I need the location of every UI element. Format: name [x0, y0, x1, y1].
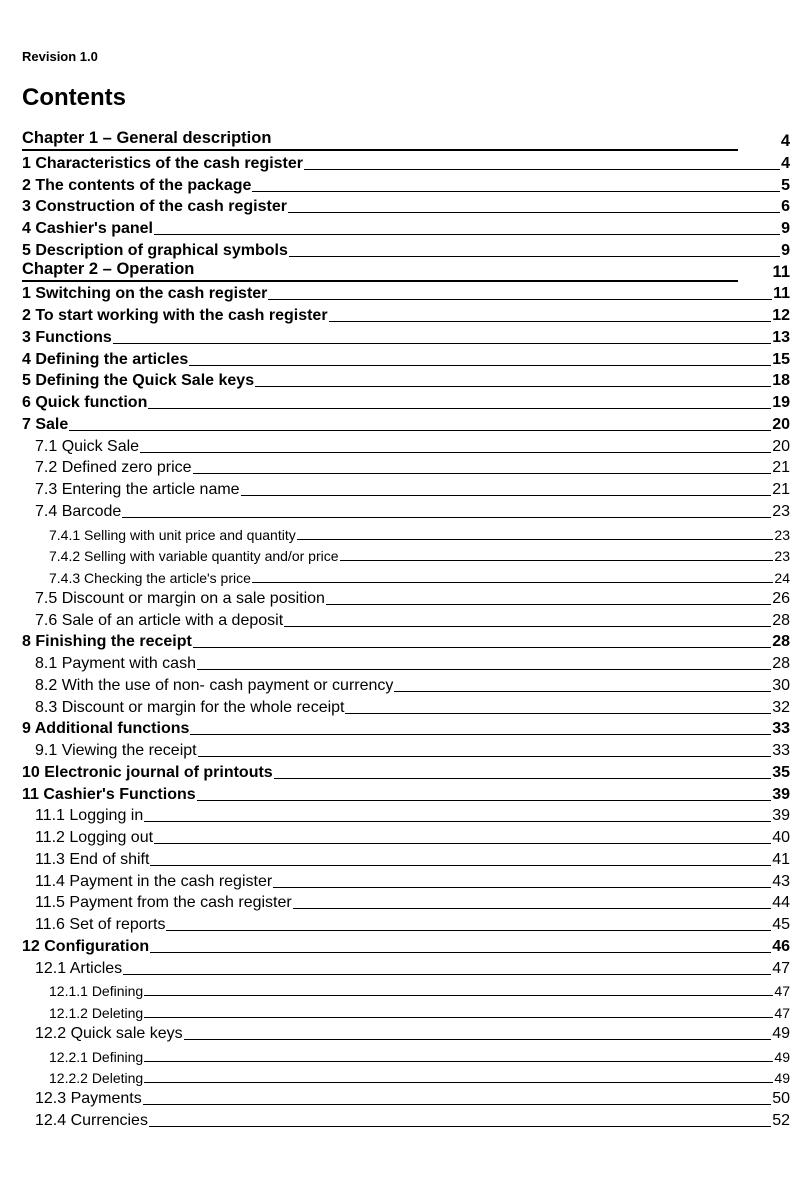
toc-entry-title: 4 Defining the articles: [22, 350, 189, 368]
toc-page-number: 28: [772, 655, 790, 672]
toc-page-number: 40: [772, 829, 790, 846]
toc-entry[interactable]: [22, 805, 790, 825]
toc-leader-line: [189, 365, 771, 366]
toc-leader-line: [284, 626, 771, 627]
toc-entry-title: 8.3 Discount or margin for the whole receipt: [35, 698, 345, 716]
toc-entry[interactable]: [22, 849, 790, 869]
toc-entry[interactable]: [22, 631, 790, 651]
toc-page-number: 24: [774, 570, 790, 586]
toc-page-number: 23: [774, 548, 790, 565]
toc-leader-line: [148, 408, 771, 409]
toc-entry[interactable]: [22, 283, 790, 303]
toc-entry-title: 11.5 Payment from the cash register: [35, 894, 292, 912]
toc-page-number: 49: [772, 1024, 790, 1042]
toc-leader-line: [293, 908, 771, 909]
toc-entry-title: 10 Electronic journal of printouts: [22, 763, 273, 781]
toc-entry-title: 7.2 Defined zero price: [35, 459, 192, 477]
toc-page-number: 39: [772, 785, 790, 803]
toc-entry[interactable]: [22, 457, 790, 477]
toc-page-number: 41: [772, 850, 790, 868]
toc-entry-title: 12 Configuration: [22, 937, 150, 955]
toc-entry-title: 11.6 Set of reports: [35, 916, 166, 933]
toc-entry-title: 12.3 Payments: [35, 1090, 142, 1107]
toc-entry-title: 6 Quick function: [22, 394, 148, 411]
toc-entry[interactable]: [22, 827, 790, 847]
toc-leader-line: [193, 647, 771, 648]
toc-entry[interactable]: [22, 979, 790, 999]
toc-page-number: 11: [773, 285, 790, 303]
toc-entry-title: 12.2.1 Defining: [49, 1048, 144, 1065]
toc-page-number: 47: [772, 959, 790, 977]
toc-leader-line: [255, 386, 771, 387]
toc-entry[interactable]: [22, 370, 790, 390]
toc-entry[interactable]: [22, 327, 790, 347]
toc-entry-title: 12.4 Currencies: [35, 1111, 148, 1129]
toc-leader-line: [274, 778, 772, 779]
toc-page-number: 47: [774, 983, 790, 1000]
toc-leader-line: [297, 539, 774, 540]
toc-page-number: 9: [781, 220, 790, 237]
toc-leader-line: [144, 1082, 773, 1083]
toc-page-number: 52: [772, 1111, 790, 1129]
toc-entry-title: 11.4 Payment in the cash register: [35, 872, 273, 890]
toc-page-number: 30: [772, 676, 790, 694]
toc-entry-title: 8.2 With the use of non- cash payment or currency: [35, 676, 394, 694]
toc-page-number: 4: [780, 132, 790, 150]
toc-entry[interactable]: [22, 523, 790, 543]
toc-leader-line: [184, 1039, 772, 1040]
toc-entry[interactable]: [22, 871, 790, 891]
toc-entry-title: 11 Cashier's Functions: [22, 785, 196, 803]
toc-leader-line: [326, 604, 771, 605]
toc-leader-line: [150, 952, 771, 953]
toc-entry-title: 12.1.2 Deleting: [49, 1005, 144, 1021]
toc-entry[interactable]: [22, 218, 790, 238]
toc-leader-line: [166, 930, 771, 931]
toc-entry[interactable]: [22, 1066, 790, 1086]
toc-entry[interactable]: [22, 958, 790, 978]
toc-leader-line: [193, 473, 772, 474]
toc-entry-title: 9 Additional functions: [22, 720, 190, 738]
toc-entry-title: 1 Characteristics of the cash register: [22, 154, 304, 172]
toc-leader-line: [252, 582, 774, 583]
toc-leader-line: [394, 691, 771, 692]
toc-page-number: 33: [772, 720, 790, 738]
toc-entry[interactable]: [22, 610, 790, 630]
toc-page-number: 4: [781, 154, 790, 172]
toc-entry[interactable]: [22, 653, 790, 673]
toc-entry[interactable]: [22, 436, 790, 456]
toc-entry[interactable]: [22, 544, 790, 564]
toc-entry-title: 11.1 Logging in: [35, 807, 144, 825]
toc-page-number: 11: [772, 262, 790, 281]
toc-page-number: 49: [774, 1048, 790, 1065]
toc-leader-line: [288, 212, 780, 213]
toc-entry-title: 12.1.1 Defining: [49, 983, 144, 1000]
toc-entry[interactable]: [22, 305, 790, 325]
toc-page-number: 46: [772, 937, 790, 955]
toc-leader-line: [154, 843, 771, 844]
toc-page-number: 44: [772, 894, 790, 912]
toc-entry[interactable]: [22, 196, 790, 216]
toc-entry-title: 3 Functions: [22, 328, 112, 346]
toc-page-number: 26: [772, 589, 790, 607]
toc-page-number: 13: [772, 328, 790, 346]
toc-leader-line: [304, 169, 780, 170]
toc-leader-line: [144, 821, 771, 822]
toc-page-number: 21: [772, 481, 790, 498]
toc-entry[interactable]: [22, 1045, 790, 1065]
toc-page-number: 12: [772, 307, 790, 324]
toc-entry-title: 12.1 Articles: [35, 959, 123, 977]
page-title: Contents: [22, 84, 126, 111]
toc-entry[interactable]: [22, 784, 790, 804]
toc-entry[interactable]: [22, 740, 790, 760]
toc-leader-line: [144, 995, 773, 996]
toc-chapter-heading[interactable]: [22, 259, 790, 282]
toc-leader-line: [69, 430, 771, 431]
toc-entry-title: Chapter 1 – General description: [22, 129, 738, 151]
toc-page-number: 6: [781, 198, 790, 216]
toc-entry-title: 12.2 Quick sale keys: [35, 1024, 183, 1042]
toc-entry[interactable]: [22, 718, 790, 738]
toc-entry-title: 7.3 Entering the article name: [35, 481, 240, 498]
toc-entry[interactable]: [22, 566, 790, 586]
toc-entry-title: 7.6 Sale of an article with a deposit: [35, 611, 284, 629]
toc-page-number: 19: [772, 394, 790, 411]
toc-entry[interactable]: [22, 1023, 790, 1043]
toc-entry-title: 4 Cashier's panel: [22, 220, 153, 237]
toc-leader-line: [197, 800, 772, 801]
toc-leader-line: [345, 713, 771, 714]
toc-entry[interactable]: [22, 1088, 790, 1108]
toc-entry[interactable]: [22, 349, 790, 369]
toc-entry-title: 7 Sale: [22, 415, 69, 433]
toc-entry-title: 2 The contents of the package: [22, 176, 252, 194]
toc-entry-title: 8.1 Payment with cash: [35, 655, 196, 672]
toc-leader-line: [154, 234, 780, 235]
toc-entry-title: Chapter 2 – Operation: [22, 260, 738, 282]
toc-entry-title: 7.4.3 Checking the article's price: [49, 570, 251, 586]
toc-entry-title: 12.2.2 Deleting: [49, 1070, 144, 1087]
toc-entry-title: 7.1 Quick Sale: [35, 437, 140, 455]
revision-label: Revision 1.0: [22, 49, 98, 64]
toc-entry-title: 5 Defining the Quick Sale keys: [22, 372, 255, 390]
toc-page-number: 35: [772, 763, 790, 781]
toc-entry-title: 7.5 Discount or margin on a sale position: [35, 589, 325, 607]
toc-page-number: 50: [772, 1090, 790, 1107]
toc-page-number: 9: [781, 241, 790, 259]
toc-entry[interactable]: [22, 588, 790, 608]
toc-entry-title: 11.3 End of shift: [35, 850, 150, 868]
toc-entry-title: 7.4.1 Selling with unit price and quantity: [49, 526, 296, 543]
toc-page-number: 15: [772, 350, 790, 368]
toc-leader-line: [143, 1104, 771, 1105]
toc-page-number: 45: [772, 916, 790, 933]
toc-leader-line: [289, 256, 780, 257]
toc-entry-title: 9.1 Viewing the receipt: [35, 742, 197, 759]
toc-page-number: 23: [772, 502, 790, 520]
toc-leader-line: [123, 974, 771, 975]
toc-entry[interactable]: [22, 153, 790, 173]
toc-page-number: 39: [772, 807, 790, 825]
toc-entry[interactable]: [22, 697, 790, 717]
toc-page-number: 32: [772, 698, 790, 716]
toc-leader-line: [241, 495, 772, 496]
toc-leader-line: [252, 191, 780, 192]
toc-leader-line: [340, 560, 774, 561]
toc-entry[interactable]: [22, 175, 790, 195]
toc-entry[interactable]: [22, 392, 790, 412]
toc-entry-title: 3 Construction of the cash register: [22, 198, 287, 216]
toc-page-number: 5: [781, 176, 790, 194]
toc-entry[interactable]: [22, 936, 790, 956]
toc-entry[interactable]: [22, 892, 790, 912]
toc-chapter-heading[interactable]: [22, 131, 790, 151]
toc-entry-title: 11.2 Logging out: [35, 829, 154, 846]
toc-entry[interactable]: [22, 675, 790, 695]
toc-leader-line: [198, 756, 772, 757]
toc-entry[interactable]: [22, 1001, 790, 1021]
toc-entry[interactable]: [22, 914, 790, 934]
toc-entry-title: 2 To start working with the cash register: [22, 307, 328, 324]
toc-entry[interactable]: [22, 240, 790, 260]
toc-leader-line: [190, 734, 771, 735]
toc-leader-line: [197, 669, 771, 670]
toc-page-number: 20: [772, 415, 790, 433]
toc-leader-line: [268, 299, 772, 300]
toc-page-number: 20: [772, 437, 790, 455]
toc-entry[interactable]: [22, 762, 790, 782]
toc-leader-line: [113, 343, 771, 344]
toc-page-number: 47: [774, 1005, 790, 1021]
toc-entry-title: 7.4.2 Selling with variable quantity and/or price: [49, 548, 339, 565]
toc-leader-line: [140, 452, 771, 453]
toc-entry-title: 7.4 Barcode: [35, 502, 122, 520]
toc-leader-line: [273, 887, 771, 888]
toc-leader-line: [149, 1126, 771, 1127]
toc-entry-title: 8 Finishing the receipt: [22, 633, 192, 651]
toc-leader-line: [329, 321, 772, 322]
toc-entry[interactable]: [22, 479, 790, 499]
toc-page-number: 18: [772, 372, 790, 390]
toc-page-number: 43: [772, 872, 790, 890]
toc-entry[interactable]: [22, 1110, 790, 1130]
toc-leader-line: [122, 517, 771, 518]
toc-leader-line: [144, 1061, 773, 1062]
toc-page-number: 23: [774, 526, 790, 543]
toc-entry[interactable]: [22, 501, 790, 521]
toc-entry-title: 1 Switching on the cash register: [22, 285, 268, 303]
toc-entry-title: 5 Description of graphical symbols: [22, 241, 288, 259]
toc-page-number: 28: [772, 633, 790, 651]
toc-page-number: 33: [772, 742, 790, 759]
toc-page-number: 21: [772, 459, 790, 477]
toc-leader-line: [144, 1017, 773, 1018]
toc-page-number: 49: [774, 1070, 790, 1087]
toc-entry[interactable]: [22, 414, 790, 434]
toc-page-number: 28: [772, 611, 790, 629]
toc-leader-line: [150, 865, 771, 866]
